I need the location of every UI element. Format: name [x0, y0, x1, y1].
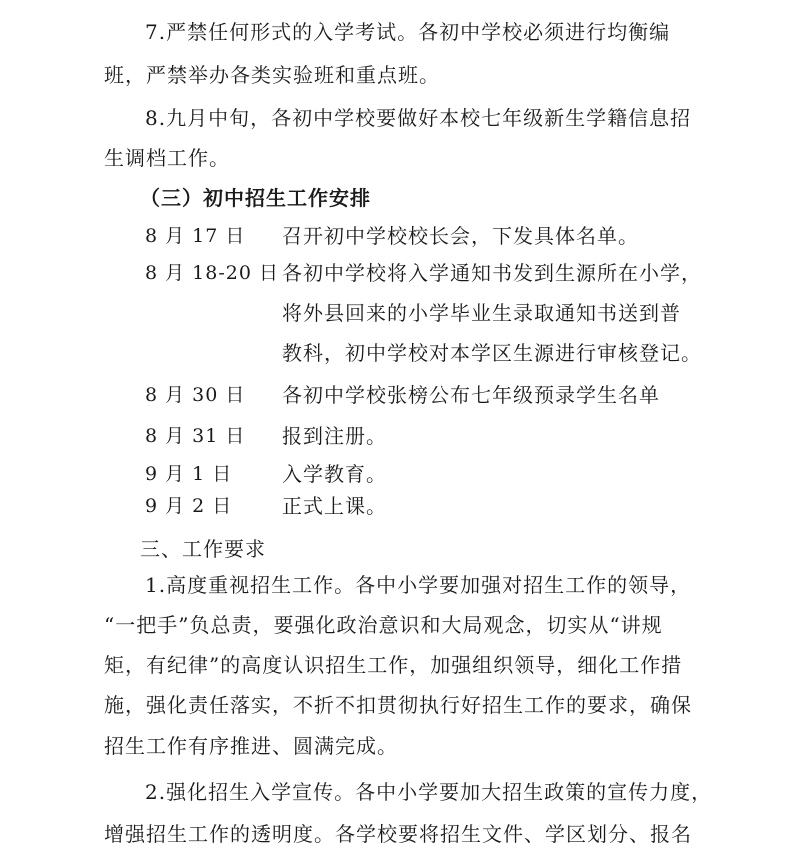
schedule-text: 教科，初中学校对本学区生源进行审核登记。 [282, 341, 702, 365]
requirement-2-line: 2.强化招生入学宣传。各中小学要加大招生政策的宣传力度， [145, 780, 713, 804]
section-heading: （三）初中招生工作安排 [140, 186, 371, 210]
schedule-text: 各初中学校张榜公布七年级预录学生名单 [282, 383, 660, 407]
schedule-text: 入学教育。 [282, 462, 387, 486]
schedule-date: 8 月 30 日 [145, 384, 246, 406]
paragraph-7-line-1: 7.严禁任何形式的入学考试。各初中学校必须进行均衡编 [145, 20, 671, 44]
schedule-text: 召开初中学校校长会，下发具体名单。 [282, 224, 639, 248]
schedule-date: 9 月 1 日 [145, 463, 233, 485]
requirement-2-line: 增强招生工作的透明度。各学校要将招生文件、学区划分、报名 [104, 822, 692, 846]
requirement-1-line: 招生工作有序推进、圆满完成。 [104, 734, 398, 758]
requirement-1-line: 矩，有纪律”的高度认识招生工作，加强组织领导，细化工作措 [104, 653, 683, 677]
schedule-date: 8 月 17 日 [145, 225, 246, 247]
schedule-date: 8 月 18-20 日 [145, 262, 279, 284]
schedule-text: 报到注册。 [282, 424, 387, 448]
chapter-heading: 三、工作要求 [140, 537, 266, 561]
schedule-date: 9 月 2 日 [145, 495, 233, 517]
requirement-1-line: 施，强化责任落实，不折不扣贯彻执行好招生工作的要求，确保 [104, 693, 692, 717]
paragraph-7-line-2: 班，严禁举办各类实验班和重点班。 [104, 63, 440, 87]
schedule-text: 将外县回来的小学毕业生录取通知书送到普 [282, 301, 681, 325]
paragraph-8-line-1: 8.九月中旬，各初中学校要做好本校七年级新生学籍信息招 [145, 106, 692, 130]
schedule-text: 各初中学校将入学通知书发到生源所在小学， [282, 261, 702, 285]
requirement-1-line: 1.高度重视招生工作。各中小学要加强对招生工作的领导， [145, 573, 692, 597]
schedule-text: 正式上课。 [282, 494, 387, 518]
requirement-1-line: “一把手”负总责，要强化政治意识和大局观念，切实从“讲规 [104, 613, 663, 637]
schedule-date: 8 月 31 日 [145, 425, 246, 447]
paragraph-8-line-2: 生调档工作。 [104, 146, 230, 170]
